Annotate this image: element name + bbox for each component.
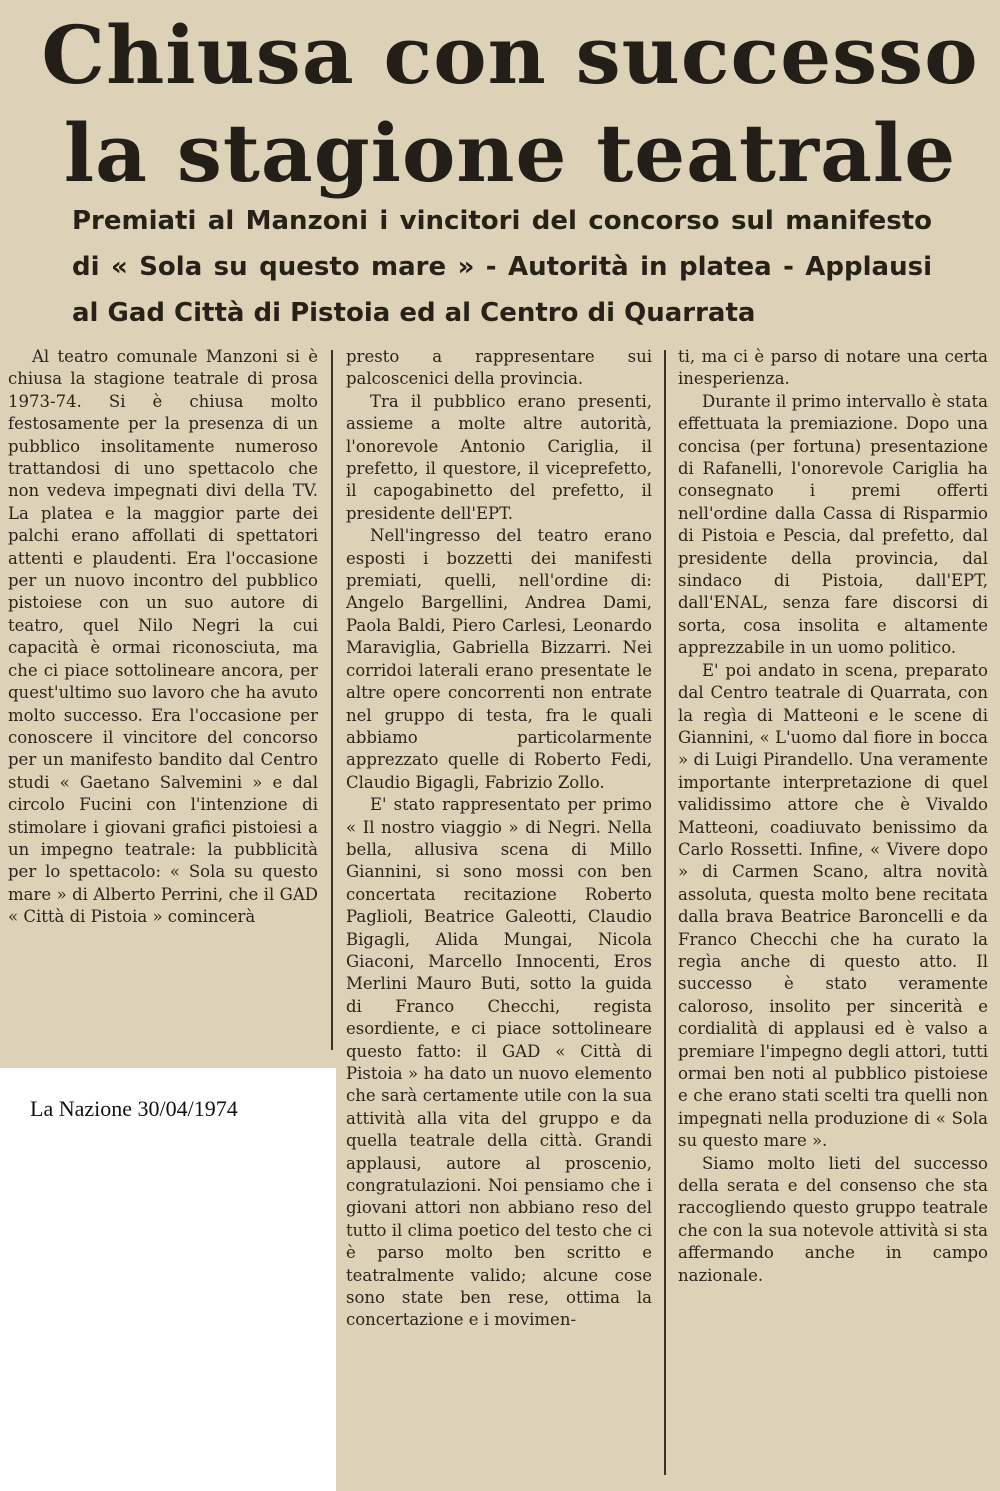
article-column-2 [346,346,652,1332]
paragraph: Tra il pubblico erano presenti, assieme a molte altre autorità, l'onorevole Antonio Cariglia, il prefetto, il questore, il viceprefetto, il capogabinetto del prefetto, il presidente dell'EPT. [346,391,652,523]
paragraph-continuation: presto a rappresentare sui palcoscenici della provincia. [346,347,652,389]
article-subtitle: Premiati al Manzoni i vincitori del concorso sul manifesto di « Sola su questo mare » - Autorità in platea - Applausi al Gad Città di Pistoia ed al Centro di Quarrata [72,206,932,328]
column-divider [331,350,333,1050]
paragraph: E' stato rappresentato per primo « Il nostro viaggio » di Negri. Nella bella, allusiva scena di Millo Giannini, si sono mossi con ben concertata recitazione Roberto Paglioli, Beatrice Galeotti, Claudio Bigagli, Alida Mungai, Nicola Giaconi, Marcello Innocenti, Eros Merlini Mauro Buti, sotto la guida di Franco Checchi, regista esordiente, e ci piace sottolineare questo fatto: il GAD « Città di Pistoia » ha dato un nuovo elemento che sarà certamente utile con la sua attività alla vita del gruppo e da quella teatrale della città. Grandi applausi, autore al proscenio, congratulazioni. Noi pensiamo che i giovani attori non abbiano reso del tutto il clima poetico del testo che ci è parso molto ben scritto e teatralmente valido; alcune cose sono state ben rese, ottima la concertazione e i movimen- [346,795,652,1330]
article-column-3 [678,346,988,1287]
paragraph-continuation: ti, ma ci è parso di notare una certa inesperienza. [678,347,988,389]
paragraph: Al teatro comunale Manzoni si è chiusa la stagione teatrale di prosa 1973-74. Si è chiusa molto festosamente per la presenza di un pubblico insolitamente numeroso trattandosi di uno spettacolo che non vedeva impegnati divi della TV. La platea e la maggior parte dei palchi erano affollati di spettatori attenti e plaudenti. Era l'occasione per un nuovo incontro del pubblico pistoiese con un suo autore di teatro, quel Nilo Negri la cui capacità è ormai riconosciuta, ma che ci piace sottolineare ancora, per quest'ultimo suo lavoro che ha avuto molto successo. Era l'occasione per conoscere il vincitore del concorso per un manifesto bandito dal Centro studi « Gaetano Salvemini » e dal circolo Fucini con l'intenzione di stimolare i giovani grafici pistoiesi a un impegno teatrale: la pubblicità per lo spettacolo: « Sola su questo mare » di Alberto Perrini, che il GAD « Città di Pistoia » comincerà [8,347,318,927]
paragraph: Durante il primo intervallo è stata effettuata la premiazione. Dopo una concisa (per fortuna) presentazione di Rafanelli, l'onorevole Cariglia ha consegnato i premi offerti nell'ordine dalla Cassa di Risparmio di Pistoia e Pescia, dal prefetto, dal presidente della provincia, dal sindaco di Pistoia, dall'EPT, dall'ENAL, senza fare discorsi di sorta, cosa insolita e altamente apprezzabile in un uomo politico. [678,391,988,658]
source-caption: La Nazione 30/04/1974 [30,1096,238,1121]
paragraph: Nell'ingresso del teatro erano esposti i bozzetti dei manifesti premiati, quelli, nell'ordine di: Angelo Bargellini, Andrea Dami, Paola Baldi, Piero Carlesi, Leonardo Maraviglia, Gabriella Bizzarri. Nei corridoi laterali erano presentate le altre opere concorrenti non entrate nel gruppo di testa, fra le quali abbiamo particolarmente apprezzato quelle di Roberto Fedi, Claudio Bigagli, Fabrizio Zollo. [346,526,652,792]
paragraph: E' poi andato in scena, preparato dal Centro teatrale di Quarrata, con la regìa di Matteoni e le scene di Giannini, « L'uomo dal fiore in bocca » di Luigi Pirandello. Una veramente importante interpretazione di quel validissimo attore che è Vivaldo Matteoni, coadiuvato benissimo da Carlo Rossetti. Infine, « Vivere dopo » di Carmen Scano, altra novità assoluta, questa molto bene recitata dalla brava Beatrice Baroncelli e da Franco Checchi che ha curato la regìa anche di questo atto. Il successo è stato veramente caloroso, insolito per sincerità e cordialità di applausi ed è valso a premiare l'impegno degli attori, tutti ormai ben noti al pubblico pistoiese e che erano stati scelti tra quelli non impegnati nella produzione di « Sola su questo mare ». [678,660,988,1151]
article-column-1 [8,346,318,929]
paragraph: Siamo molto lieti del successo della serata e del consenso che sta raccogliendo questo gruppo teatrale che con la sua notevole attività si sta affermando anche in campo nazionale. [678,1153,988,1285]
column-divider [664,350,666,1475]
article-headline: Chiusa con successo la stagione teatrale [41,8,979,200]
